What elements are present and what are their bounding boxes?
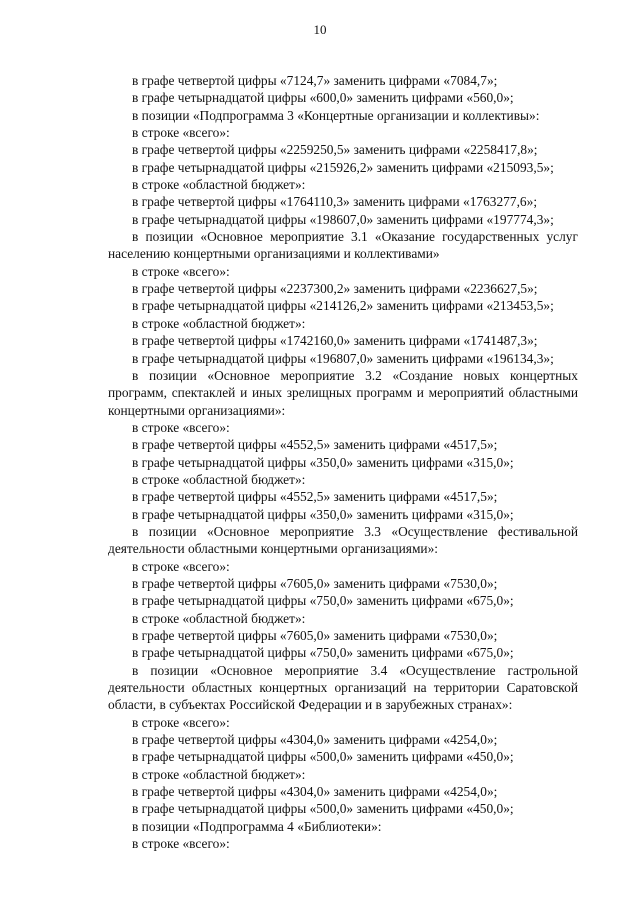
- paragraph: в строке «областной бюджет»:: [132, 471, 306, 487]
- paragraph: в графе четвертой цифры «4552,5» заменить цифрами «4517,5»;: [132, 437, 498, 453]
- paragraph: в графе четырнадцатой цифры «600,0» заменить цифрами «560,0»;: [132, 90, 514, 106]
- paragraph: в графе четырнадцатой цифры «750,0» заменить цифрами «675,0»;: [132, 593, 514, 609]
- paragraph: в строке «всего»:: [132, 558, 230, 574]
- paragraph: в графе четырнадцатой цифры «198607,0» заменить цифрами «197774,3»;: [132, 211, 554, 227]
- paragraph: в строке «областной бюджет»:: [132, 610, 306, 626]
- paragraph: в графе четвертой цифры «1764110,3» заменить цифрами «1763277,6»;: [132, 194, 538, 210]
- paragraph: в графе четырнадцатой цифры «350,0» заменить цифрами «315,0»;: [132, 454, 514, 470]
- paragraph: в строке «всего»:: [132, 836, 230, 852]
- paragraph: в графе четырнадцатой цифры «196807,0» заменить цифрами «196134,3»;: [132, 350, 554, 366]
- paragraph: в графе четырнадцатой цифры «500,0» заменить цифрами «450,0»;: [132, 801, 514, 817]
- paragraph: в строке «областной бюджет»:: [132, 766, 306, 782]
- paragraph: в позиции «Основное мероприятие 3.4 «Осуществление гастрольной деятельности областных концертных организаций на территории Саратовской области, в субъектах Российской Федерации и в зарубежных странах»:: [108, 662, 578, 713]
- paragraph: в позиции «Подпрограмма 4 «Библиотеки»:: [132, 818, 382, 834]
- paragraph: в строке «областной бюджет»:: [132, 177, 306, 193]
- paragraph: в графе четвертой цифры «4304,0» заменить цифрами «4254,0»;: [132, 784, 498, 800]
- paragraph: в графе четвертой цифры «4304,0» заменить цифрами «4254,0»;: [132, 732, 498, 748]
- paragraph: в строке «всего»:: [132, 714, 230, 730]
- paragraph: в строке «всего»:: [132, 263, 230, 279]
- paragraph: в позиции «Основное мероприятие 3.3 «Осуществление фестивальной деятельности областными концертными организациями»:: [108, 523, 578, 557]
- paragraph: в графе четырнадцатой цифры «350,0» заменить цифрами «315,0»;: [132, 506, 514, 522]
- paragraph: в позиции «Подпрограмма 3 «Концертные организации и коллективы»:: [132, 107, 540, 123]
- paragraph: в строке «всего»:: [132, 419, 230, 435]
- paragraph: в графе четвертой цифры «2259250,5» заменить цифрами «2258417,8»;: [132, 142, 538, 158]
- document-body: [108, 72, 578, 852]
- paragraph: в графе четвертой цифры «4552,5» заменить цифрами «4517,5»;: [132, 489, 498, 505]
- paragraph: в графе четвертой цифры «1742160,0» заменить цифрами «1741487,3»;: [132, 333, 538, 349]
- paragraph: в позиции «Основное мероприятие 3.1 «Оказание государственных услуг населению концертными организациями и коллективами»: [108, 229, 578, 262]
- paragraph: в графе четырнадцатой цифры «750,0» заменить цифрами «675,0»;: [132, 645, 514, 661]
- page-number: 10: [313, 22, 327, 37]
- paragraph: в графе четвертой цифры «7605,0» заменить цифрами «7530,0»;: [132, 575, 498, 591]
- paragraph: в графе четвертой цифры «7605,0» заменить цифрами «7530,0»;: [132, 628, 498, 643]
- paragraph: в графе четырнадцатой цифры «500,0» заменить цифрами «450,0»;: [132, 749, 514, 765]
- paragraph: в графе четвертой цифры «7124,7» заменить цифрами «7084,7»;: [132, 73, 498, 88]
- paragraph: в графе четырнадцатой цифры «215926,2» заменить цифрами «215093,5»;: [132, 159, 554, 175]
- paragraph: в строке «всего»:: [132, 125, 230, 141]
- paragraph: в строке «областной бюджет»:: [132, 315, 306, 331]
- paragraph: в графе четырнадцатой цифры «214126,2» заменить цифрами «213453,5»;: [132, 298, 554, 314]
- paragraph: в графе четвертой цифры «2237300,2» заменить цифрами «2236627,5»;: [132, 281, 538, 297]
- paragraph: в позиции «Основное мероприятие 3.2 «Создание новых концертных программ, спектаклей и иных зрелищных программ и мероприятий областными концертными организациями»:: [108, 367, 578, 418]
